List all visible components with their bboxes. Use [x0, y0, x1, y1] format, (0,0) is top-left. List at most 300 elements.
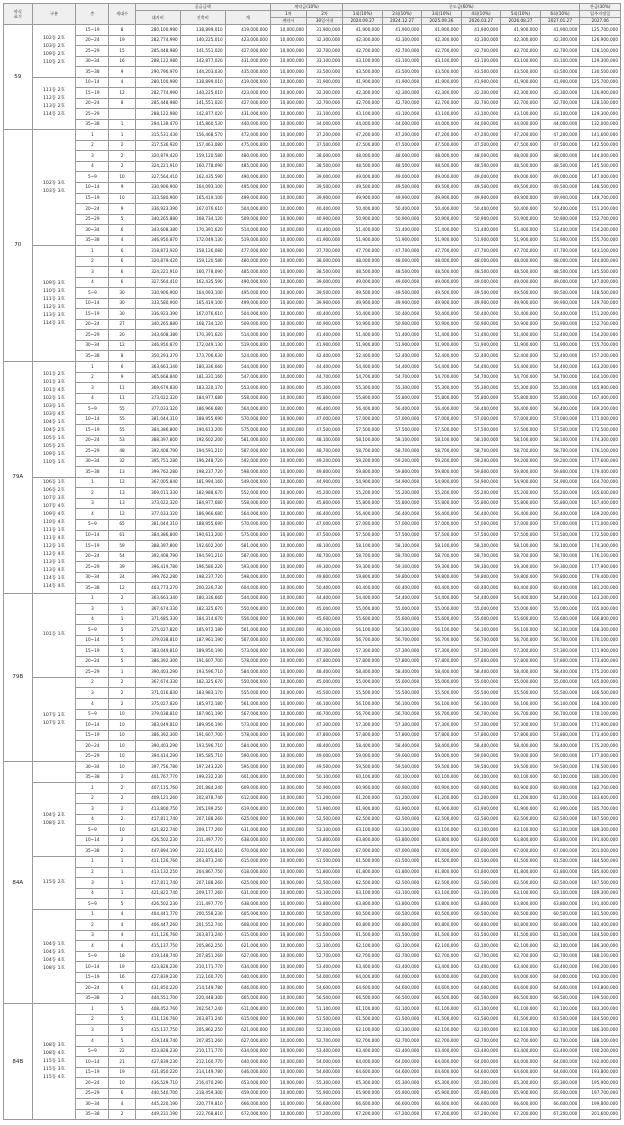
amount-cell: 54,400,000 [343, 593, 383, 604]
amount-cell: 640,000,000 [225, 972, 270, 983]
amount-cell: 212,160,770 [180, 972, 225, 983]
table-row [4, 119, 621, 130]
amount-cell: 148,500,000 [580, 288, 621, 299]
amount-cell: 63,400,000 [501, 1046, 541, 1057]
amount-cell: 55,000,000 [461, 604, 501, 615]
amount-cell: 60,800,000 [461, 920, 501, 931]
amount-cell: 57,500,000 [382, 530, 422, 541]
amount-cell: 51,900,000 [540, 235, 580, 246]
amount-cell: 63,800,000 [422, 899, 462, 910]
amount-cell: 57,000,000 [540, 414, 580, 425]
amount-cell: 56,400,000 [540, 404, 580, 415]
amount-cell: 61,200,000 [422, 793, 462, 804]
amount-cell: 62,500,000 [422, 878, 462, 889]
amount-cell: 55,000,000 [382, 604, 422, 615]
amount-cell: 67,000,000 [540, 846, 580, 857]
amount-cell: 59,300,000 [422, 562, 462, 573]
amount-cell: 47,500,000 [306, 425, 342, 436]
amount-cell: 55,600,000 [343, 614, 383, 625]
amount-cell: 186,966,680 [180, 509, 225, 520]
units-cell: 11 [109, 383, 135, 394]
amount-cell: 634,000,000 [225, 1046, 270, 1057]
amount-cell: 10,000,000 [270, 572, 306, 583]
dong-group-cell [32, 783, 76, 857]
amount-cell: 47,200,000 [422, 130, 462, 141]
units-cell: 6 [109, 277, 135, 288]
amount-cell: 52,400,000 [343, 351, 383, 362]
amount-cell: 615,000,000 [225, 1014, 270, 1025]
amount-cell: 175,200,000 [580, 741, 621, 752]
floor-cell: 4 [76, 614, 109, 625]
amount-cell: 39,500,000 [306, 288, 342, 299]
amount-cell: 59,800,000 [343, 572, 383, 583]
amount-cell: 399,762,280 [135, 572, 180, 583]
table-row [4, 340, 621, 351]
amount-cell: 48,500,000 [501, 161, 541, 172]
floor-cell: 5~9 [76, 172, 109, 183]
amount-cell: 50,900,000 [422, 214, 462, 225]
amount-cell: 203,873,240 [180, 930, 225, 941]
amount-cell: 377,033,320 [135, 404, 180, 415]
amount-cell: 395,751,280 [135, 456, 180, 467]
floor-cell: 10~14 [76, 77, 109, 88]
amount-cell: 57,000,000 [501, 414, 541, 425]
amount-cell: 62,700,000 [382, 951, 422, 962]
amount-cell: 163,200,000 [580, 362, 621, 373]
amount-cell: 56,700,000 [343, 709, 383, 720]
header-m3-date: 2025.09.26 [422, 18, 462, 25]
amount-cell: 167,076,610 [180, 309, 225, 320]
dong-label: 111동 3호 [42, 296, 65, 302]
amount-cell: 42,700,000 [540, 46, 580, 57]
amount-cell: 44,000,000 [540, 119, 580, 130]
amount-cell: 58,100,000 [540, 435, 580, 446]
amount-cell: 51,900,000 [461, 340, 501, 351]
amount-cell: 427,839,230 [135, 972, 180, 983]
amount-cell: 45,000,000 [306, 604, 342, 615]
dong-label: 101동 2호 [42, 372, 65, 378]
amount-cell: 10,000,000 [270, 930, 306, 941]
dong-label: 104동 2호 [42, 428, 65, 434]
amount-cell: 55,300,000 [540, 383, 580, 394]
floor-cell: 20~24 [76, 1078, 109, 1089]
amount-cell: 52,100,000 [306, 941, 342, 952]
amount-cell: 51,200,000 [306, 793, 342, 804]
table-row [4, 614, 621, 625]
amount-cell: 43,100,000 [422, 56, 462, 67]
amount-cell: 10,000,000 [270, 309, 306, 320]
amount-cell: 10,000,000 [270, 783, 306, 794]
table-row [4, 277, 621, 288]
amount-cell: 638,000,000 [225, 899, 270, 910]
amount-cell: 386,392,300 [135, 730, 180, 741]
amount-cell: 57,200,000 [306, 1109, 342, 1120]
amount-cell: 363,663,340 [135, 362, 180, 373]
amount-cell: 290,796,970 [135, 67, 180, 78]
amount-cell: 44,000,000 [343, 119, 383, 130]
table-row [4, 730, 621, 741]
amount-cell: 189,300,000 [580, 888, 621, 899]
floor-cell: 1 [76, 1004, 109, 1015]
floor-cell: 30~34 [76, 56, 109, 67]
units-cell: 4 [109, 235, 135, 246]
amount-cell: 49,500,000 [422, 182, 462, 193]
amount-cell: 65,300,000 [461, 1078, 501, 1089]
table-row [4, 435, 621, 446]
amount-cell: 125,700,000 [580, 77, 621, 88]
amount-cell: 386,392,300 [135, 656, 180, 667]
amount-cell: 145,860,530 [180, 119, 225, 130]
amount-cell: 60,100,000 [540, 772, 580, 783]
amount-cell: 63,400,000 [343, 962, 383, 973]
amount-cell: 60,400,000 [540, 583, 580, 594]
amount-cell: 183,320,170 [180, 383, 225, 394]
amount-cell: 207,851,260 [180, 951, 225, 962]
units-cell: 2 [109, 835, 135, 846]
amount-cell: 47,500,000 [501, 140, 541, 151]
amount-cell: 55,300,000 [343, 383, 383, 394]
floor-cell: 4 [76, 161, 109, 172]
floor-cell: 35~38 [76, 772, 109, 783]
dong-label: 107동 4호 [42, 504, 65, 510]
amount-cell: 65,300,000 [501, 1078, 541, 1089]
amount-cell: 33,100,000 [306, 56, 342, 67]
amount-cell: 129,300,000 [580, 109, 621, 120]
amount-cell: 294,139,470 [135, 119, 180, 130]
amount-cell: 10,000,000 [270, 635, 306, 646]
amount-cell: 10,000,000 [270, 1025, 306, 1036]
amount-cell: 10,000,000 [270, 425, 306, 436]
amount-cell: 49,000,000 [306, 751, 342, 762]
amount-cell: 140,225,010 [180, 88, 225, 99]
floor-cell: 35~38 [76, 67, 109, 78]
amount-cell: 42,700,000 [422, 98, 462, 109]
amount-cell: 64,600,000 [461, 983, 501, 994]
amount-cell: 58,400,000 [540, 667, 580, 678]
amount-cell: 42,700,000 [382, 98, 422, 109]
amount-cell: 51,400,000 [343, 330, 383, 341]
amount-cell: 445,220,190 [135, 1099, 180, 1110]
amount-cell: 198,237,720 [180, 467, 225, 478]
amount-cell: 148,500,000 [580, 182, 621, 193]
amount-cell: 47,800,000 [306, 656, 342, 667]
table-row [4, 193, 621, 204]
amount-cell: 570,000,000 [225, 414, 270, 425]
amount-cell: 145,500,000 [580, 267, 621, 278]
amount-cell: 55,200,000 [343, 488, 383, 499]
table-row [4, 783, 621, 794]
amount-cell: 42,700,000 [461, 46, 501, 57]
amount-cell: 324,221,910 [135, 161, 180, 172]
amount-cell: 58,100,000 [501, 435, 541, 446]
amount-cell: 369,011,330 [135, 488, 180, 499]
amount-cell: 55,000,000 [382, 677, 422, 688]
amount-cell: 59,500,000 [501, 762, 541, 773]
dong-label: 104동 1호 [42, 941, 65, 947]
amount-cell: 406,447,260 [135, 920, 180, 931]
table-row [4, 77, 621, 88]
amount-cell: 62,500,000 [382, 814, 422, 825]
amount-cell: 47,500,000 [382, 140, 422, 151]
amount-cell: 409,121,260 [135, 793, 180, 804]
amount-cell: 157,200,000 [580, 351, 621, 362]
dong-group-cell [32, 909, 76, 1004]
amount-cell: 399,762,280 [135, 467, 180, 478]
amount-cell: 58,400,000 [461, 741, 501, 752]
amount-cell: 188,100,000 [580, 951, 621, 962]
amount-cell: 201,600,000 [580, 1109, 621, 1120]
floor-cell: 5~9 [76, 519, 109, 530]
table-row [4, 151, 621, 162]
amount-cell: 62,500,000 [540, 814, 580, 825]
dong-label: 113동 1호 [42, 560, 65, 566]
amount-cell: 56,400,000 [501, 509, 541, 520]
amount-cell: 587,000,000 [225, 446, 270, 457]
amount-cell: 55,000,000 [501, 677, 541, 688]
amount-cell: 55,800,000 [501, 393, 541, 404]
amount-cell: 519,000,000 [225, 235, 270, 246]
amount-cell: 56,100,000 [501, 699, 541, 710]
amount-cell: 39,000,000 [306, 172, 342, 183]
amount-cell: 59,300,000 [501, 562, 541, 573]
amount-cell: 64,600,000 [343, 983, 383, 994]
amount-cell: 191,400,000 [580, 899, 621, 910]
amount-cell: 63,400,000 [461, 1046, 501, 1057]
amount-cell: 431,850,220 [135, 983, 180, 994]
amount-cell: 198,237,720 [180, 572, 225, 583]
amount-cell: 59,800,000 [343, 467, 383, 478]
amount-cell: 431,000,000 [225, 56, 270, 67]
amount-cell: 59,800,000 [422, 467, 462, 478]
amount-cell: 62,500,000 [540, 878, 580, 889]
amount-cell: 592,000,000 [225, 456, 270, 467]
amount-cell: 10,000,000 [270, 246, 306, 257]
amount-cell: 49,500,000 [501, 182, 541, 193]
amount-cell: 67,200,000 [343, 1109, 383, 1120]
amount-cell: 45,200,000 [306, 488, 342, 499]
amount-cell: 62,500,000 [501, 878, 541, 889]
amount-cell: 61,100,000 [461, 1004, 501, 1015]
amount-cell: 51,400,000 [382, 330, 422, 341]
amount-cell: 60,100,000 [461, 772, 501, 783]
amount-cell: 10,000,000 [270, 1036, 306, 1047]
amount-cell: 62,100,000 [501, 1025, 541, 1036]
amount-cell: 58,400,000 [382, 667, 422, 678]
amount-cell: 58,400,000 [501, 667, 541, 678]
amount-cell: 60,400,000 [343, 583, 383, 594]
units-cell: 54 [109, 551, 135, 562]
floor-cell: 3 [76, 498, 109, 509]
header-m6: 6회(10%) [540, 11, 580, 18]
units-cell: 32 [109, 456, 135, 467]
amount-cell: 666,000,000 [225, 1099, 270, 1110]
floor-cell: 35~38 [76, 1109, 109, 1120]
amount-cell: 621,000,000 [225, 941, 270, 952]
amount-cell: 37,700,000 [306, 246, 342, 257]
table-row [4, 878, 621, 889]
amount-cell: 54,900,000 [501, 477, 541, 488]
amount-cell: 615,000,000 [225, 930, 270, 941]
amount-cell: 57,500,000 [343, 425, 383, 436]
amount-cell: 371,685,330 [135, 614, 180, 625]
amount-cell: 55,200,000 [461, 488, 501, 499]
amount-cell: 51,900,000 [382, 340, 422, 351]
amount-cell: 38,500,000 [306, 161, 342, 172]
amount-cell: 49,500,000 [540, 288, 580, 299]
amount-cell: 60,500,000 [540, 909, 580, 920]
amount-cell: 54,900,000 [422, 477, 462, 488]
floor-cell: 4 [76, 888, 109, 899]
amount-cell: 49,900,000 [343, 298, 383, 309]
amount-cell: 67,000,000 [501, 846, 541, 857]
amount-cell: 67,200,000 [540, 1109, 580, 1120]
floor-cell: 4 [76, 277, 109, 288]
amount-cell: 171,900,000 [580, 720, 621, 731]
table-row [4, 204, 621, 215]
amount-cell: 63,400,000 [422, 962, 462, 973]
amount-cell: 172,049,130 [180, 340, 225, 351]
units-cell: 10 [109, 1078, 135, 1089]
amount-cell: 426,502,230 [135, 899, 180, 910]
amount-cell: 10,000,000 [270, 277, 306, 288]
amount-cell: 44,400,000 [306, 593, 342, 604]
header-m4-date: 2026.03.27 [461, 18, 501, 25]
table-row [4, 56, 621, 67]
dong-group-cell [32, 130, 76, 246]
amount-cell: 43,100,000 [343, 56, 383, 67]
amount-cell: 66,500,000 [343, 993, 383, 1004]
table-row [4, 625, 621, 636]
amount-cell: 490,000,000 [225, 277, 270, 288]
amount-cell: 57,800,000 [382, 730, 422, 741]
amount-cell: 367,674,330 [135, 604, 180, 615]
units-cell: 39 [109, 562, 135, 573]
amount-cell: 553,000,000 [225, 383, 270, 394]
table-row [4, 909, 621, 920]
amount-cell: 10,000,000 [270, 593, 306, 604]
floor-cell: 30~34 [76, 572, 109, 583]
amount-cell: 365,668,840 [135, 372, 180, 383]
amount-cell: 65,900,000 [501, 1088, 541, 1099]
table-row [4, 888, 621, 899]
amount-cell: 160,778,090 [180, 267, 225, 278]
amount-cell: 55,800,000 [422, 498, 462, 509]
amount-cell: 59,800,000 [501, 467, 541, 478]
dong-label: 110동 2호 [42, 59, 65, 65]
dong-label: 105동 2호 [42, 444, 65, 450]
amount-cell: 168,734,120 [180, 214, 225, 225]
amount-cell: 10,000,000 [270, 972, 306, 983]
units-cell: 19 [109, 1067, 135, 1078]
amount-cell: 57,000,000 [422, 414, 462, 425]
amount-cell: 181,200,000 [580, 583, 621, 594]
amount-cell: 60,400,000 [382, 583, 422, 594]
amount-cell: 47,300,000 [306, 646, 342, 657]
amount-cell: 56,400,000 [461, 509, 501, 520]
amount-cell: 60,400,000 [501, 583, 541, 594]
amount-cell: 54,700,000 [540, 372, 580, 383]
amount-cell: 52,700,000 [306, 1036, 342, 1047]
amount-cell: 164,093,100 [180, 182, 225, 193]
amount-cell: 52,500,000 [306, 814, 342, 825]
amount-cell: 60,500,000 [461, 909, 501, 920]
amount-cell: 53,100,000 [306, 888, 342, 899]
amount-cell: 185,972,180 [180, 699, 225, 710]
amount-cell: 59,000,000 [422, 751, 462, 762]
amount-cell: 350,293,370 [135, 351, 180, 362]
table-row [4, 583, 621, 594]
floor-cell: 10~14 [76, 530, 109, 541]
amount-cell: 51,400,000 [461, 330, 501, 341]
dong-label: 108동 1호 [42, 965, 65, 971]
amount-cell: 199,800,000 [580, 1099, 621, 1110]
table-row [4, 88, 621, 99]
amount-cell: 49,000,000 [501, 277, 541, 288]
amount-cell: 59,000,000 [540, 751, 580, 762]
units-cell: 1 [109, 856, 135, 867]
amount-cell: 38,500,000 [306, 267, 342, 278]
amount-cell: 42,300,000 [382, 35, 422, 46]
amount-cell: 170,391,620 [180, 225, 225, 236]
floor-cell: 25~29 [76, 562, 109, 573]
amount-cell: 66,500,000 [422, 993, 462, 1004]
amount-cell: 43,100,000 [343, 109, 383, 120]
table-row [4, 667, 621, 678]
header-m4: 4회(10%) [461, 11, 501, 18]
amount-cell: 631,000,000 [225, 825, 270, 836]
amount-cell: 63,100,000 [501, 825, 541, 836]
amount-cell: 189,300,000 [580, 825, 621, 836]
units-cell: 10 [109, 709, 135, 720]
amount-cell: 50,400,000 [382, 204, 422, 215]
amount-cell: 54,400,000 [540, 362, 580, 373]
dong-label: 103동 1호 [42, 404, 65, 410]
amount-cell: 66,600,000 [540, 1099, 580, 1110]
floor-cell: 10~14 [76, 720, 109, 731]
amount-cell: 381,044,310 [135, 519, 180, 530]
units-cell: 5 [109, 1025, 135, 1036]
units-cell: 2 [109, 783, 135, 794]
amount-cell: 42,300,000 [382, 88, 422, 99]
table-row [4, 404, 621, 415]
units-cell: 2 [109, 993, 135, 1004]
amount-cell: 59,200,000 [382, 456, 422, 467]
amount-cell: 49,000,000 [461, 172, 501, 183]
amount-cell: 56,400,000 [501, 404, 541, 415]
amount-cell: 57,300,000 [461, 720, 501, 731]
units-cell: 9 [109, 182, 135, 193]
amount-cell: 524,000,000 [225, 351, 270, 362]
floor-cell: 25~29 [76, 214, 109, 225]
amount-cell: 561,000,000 [225, 699, 270, 710]
amount-cell: 48,100,000 [306, 435, 342, 446]
amount-cell: 51,400,000 [382, 225, 422, 236]
amount-cell: 60,800,000 [422, 920, 462, 931]
amount-cell: 57,300,000 [501, 646, 541, 657]
table-row [4, 25, 621, 36]
amount-cell: 62,700,000 [382, 1036, 422, 1047]
amount-cell: 32,700,000 [306, 98, 342, 109]
amount-cell: 165,900,000 [580, 383, 621, 394]
floor-cell: 2 [76, 920, 109, 931]
amount-cell: 54,000,000 [306, 1057, 342, 1068]
amount-cell: 43,500,000 [501, 67, 541, 78]
dong-label: 106동 2호 [42, 488, 65, 494]
amount-cell: 63,100,000 [382, 825, 422, 836]
floor-cell: 20~24 [76, 98, 109, 109]
amount-cell: 190,200,000 [580, 1046, 621, 1057]
amount-cell: 10,000,000 [270, 298, 306, 309]
